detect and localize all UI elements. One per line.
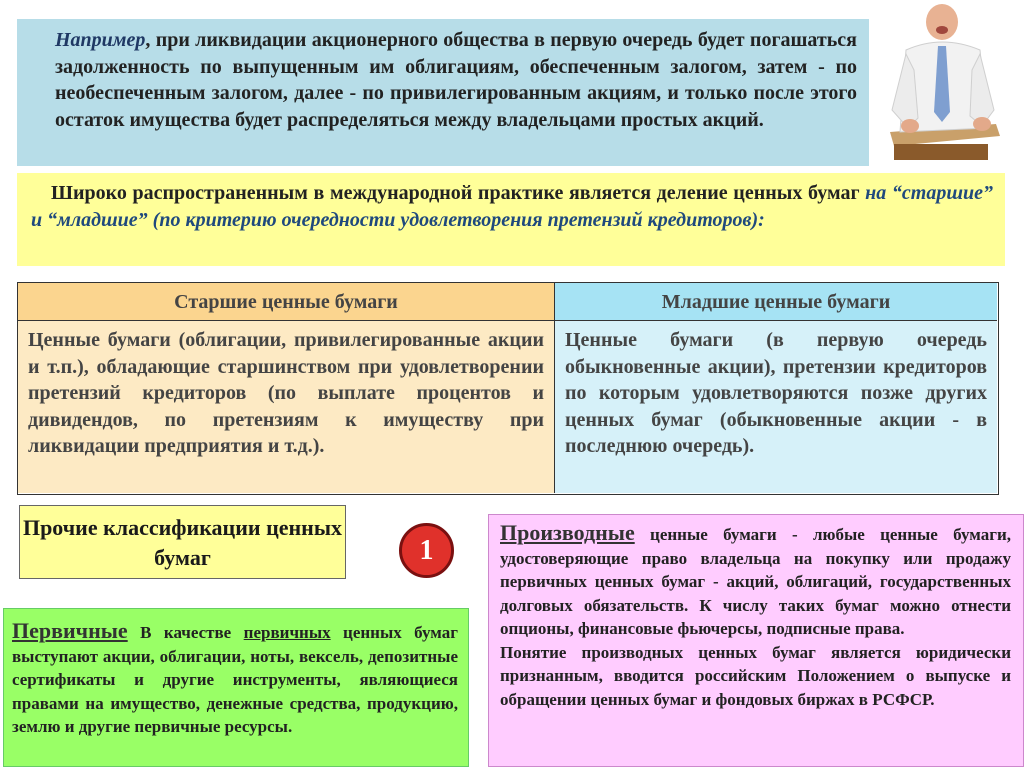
securities-table <box>17 282 999 495</box>
senior-description: Ценные бумаги (облигации, привилегированные акции и т.п.), обладающие старшинством при удовлетворении претензий кредиторов (по выплате процентов и дивидендов, по претензиям к имуществу при ликвидации предприятия и т.д.). <box>18 321 555 493</box>
derivative-paragraph-2: Понятие производных ценных бумаг является юридически признанным, вводится российским Положением о выпуске и обращении ценных бумаг и фондовых биржах в РСФСР. <box>500 642 1011 709</box>
senior-header: Старшие ценные бумаги <box>18 283 555 321</box>
primary-underlined: первичных <box>243 623 331 642</box>
intro-highlight: на “старшие” и “младшие” (по критерию очередности удовлетворения претензий кредиторов): <box>31 182 993 231</box>
businessman-image <box>884 0 1002 160</box>
primary-term: Первичные <box>12 618 128 643</box>
derivative-text-1: ценные бумаги - любые ценные бумаги, удостоверяющие право владельца на покупку или продажу первичных ценных бумаг - акций, облигаций, государственных долговых обязательств. К числу таких бумаг можно отнести опционы, финансовые фьючерсы, подписные права. <box>500 525 1011 638</box>
primary-post: ценных бумаг выступают акции, облигации, ноты, вексель, депозитные сертификаты и другие инструменты, являющиеся правами на имущество, денежные средства, продукцию, землю и другие первичные ресурсы. <box>12 623 458 736</box>
derivative-paragraph-1 <box>500 521 1011 641</box>
example-text: , при ликвидации акционерного общества в первую очередь будет погашаться задолженность по выпущенным им облигациям, обеспеченным залогом, затем - по необеспеченным залогом, далее - по привилегированным акциям, и только после этого остаток имущества будет распределяться между владельцами простых акций. <box>55 29 857 131</box>
primary-pre: В качестве <box>127 623 244 642</box>
example-block <box>17 19 869 166</box>
angry-businessman-illustration <box>884 0 1002 160</box>
primary-securities-box <box>3 608 469 767</box>
junior-header: Младшие ценные бумаги <box>555 283 997 321</box>
derivative-term: Производные <box>500 520 635 545</box>
example-lead: Например <box>55 29 146 51</box>
derivative-securities-box <box>488 514 1024 767</box>
number-badge: 1 <box>399 523 454 578</box>
other-classifications-box: Прочие классификации ценных бумаг <box>19 505 346 579</box>
junior-description: Ценные бумаги (в первую очередь обыкновенные акции), претензии кредиторов по которым удовлетворяются позже других ценных бумаг (обыкновенные акции - в последнюю очередь). <box>555 321 997 493</box>
classification-intro <box>17 173 1005 266</box>
intro-text: Широко распространенным в международной практике является деление ценных бумаг <box>51 182 866 204</box>
